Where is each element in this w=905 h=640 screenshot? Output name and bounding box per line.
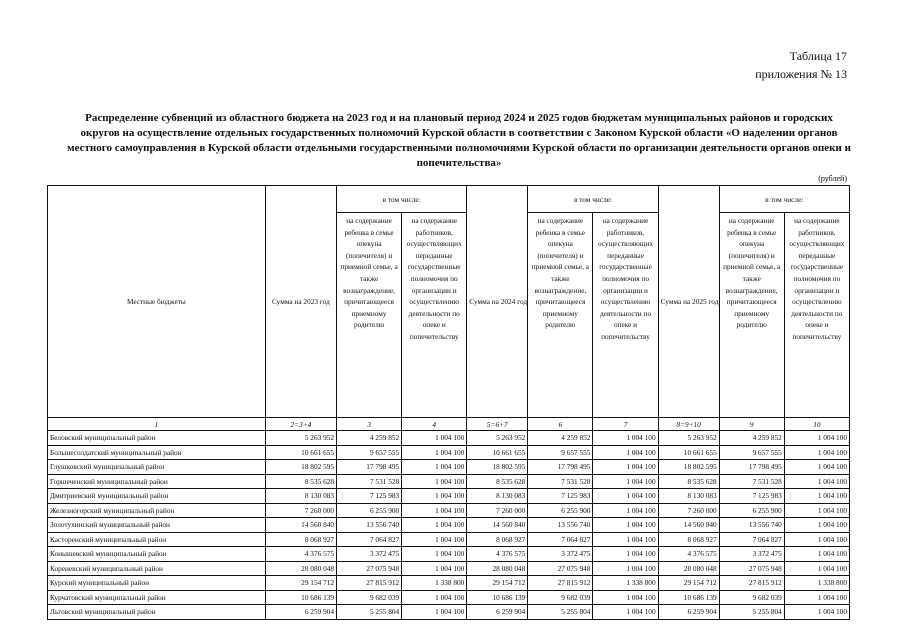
- column-header-staff-upkeep-2024: на содержание работников, осуществляющих переданные государственные полномочия по организации и осуществлению деятельности по опеке и попечительству: [593, 213, 658, 418]
- amount-cell: 4 376 575: [658, 547, 719, 562]
- table-row: [48, 503, 850, 518]
- amount-cell: 27 075 948: [337, 561, 402, 576]
- amount-cell: 1 004 100: [784, 590, 849, 605]
- amount-cell: 1 004 100: [593, 547, 658, 562]
- amount-cell: 29 154 712: [467, 576, 528, 591]
- amount-cell: 10 661 655: [658, 445, 719, 460]
- amount-cell: 27 815 912: [719, 576, 784, 591]
- amount-cell: 1 004 100: [402, 474, 467, 489]
- amount-cell: 8 068 927: [467, 532, 528, 547]
- amount-cell: 18 802 595: [467, 460, 528, 475]
- column-numbers-row: [48, 418, 850, 431]
- amount-cell: 9 657 555: [337, 445, 402, 460]
- municipality-name: Касторенский муниципальный район: [48, 532, 266, 547]
- amount-cell: 1 004 100: [593, 503, 658, 518]
- column-number: 7: [593, 418, 658, 431]
- amount-cell: 1 004 100: [784, 561, 849, 576]
- amount-cell: 10 686 139: [658, 590, 719, 605]
- amount-cell: 1 004 100: [593, 590, 658, 605]
- amount-cell: 6 255 900: [337, 503, 402, 518]
- amount-cell: 4 376 575: [467, 547, 528, 562]
- amount-cell: 10 661 655: [467, 445, 528, 460]
- appendix-reference: приложения № 13: [755, 67, 847, 81]
- table-row: [48, 605, 850, 620]
- amount-cell: 9 657 555: [528, 445, 593, 460]
- municipality-name: Беловский муниципальный район: [48, 431, 266, 446]
- amount-cell: 10 686 139: [265, 590, 336, 605]
- column-number: 9: [719, 418, 784, 431]
- column-number: 6: [528, 418, 593, 431]
- municipality-name: Конышевский муниципальный район: [48, 547, 266, 562]
- amount-cell: 17 798 495: [337, 460, 402, 475]
- table-row: [48, 561, 850, 576]
- amount-cell: 5 255 804: [528, 605, 593, 620]
- amount-cell: 1 004 100: [402, 518, 467, 533]
- table-row: [48, 590, 850, 605]
- amount-cell: 8 535 628: [658, 474, 719, 489]
- amount-cell: 5 263 952: [265, 431, 336, 446]
- amount-cell: 1 004 100: [784, 474, 849, 489]
- amount-cell: 29 154 712: [658, 576, 719, 591]
- column-number: 2=3+4: [265, 418, 336, 431]
- units-label: (рублей): [818, 174, 847, 183]
- amount-cell: 6 259 904: [467, 605, 528, 620]
- amount-cell: 27 815 912: [528, 576, 593, 591]
- amount-cell: 1 004 100: [784, 489, 849, 504]
- municipality-name: Льговский муниципальный район: [48, 605, 266, 620]
- amount-cell: 1 004 100: [784, 605, 849, 620]
- amount-cell: 5 263 952: [467, 431, 528, 446]
- amount-cell: 6 259 904: [658, 605, 719, 620]
- amount-cell: 7 125 983: [528, 489, 593, 504]
- amount-cell: 1 004 100: [784, 460, 849, 475]
- amount-cell: 7 125 983: [719, 489, 784, 504]
- document-title: Распределение субвенций из областного бюджета на 2023 год и на плановый период 2024 и 2025 годов бюджетам муниципальных районов и городских округов на осуществление отдельных государственных полномочий Курской области в соответствии с Законом Курской области «О наделении органов местного самоуправления в Курской области отдельными государственными полномочиями Курской области по организации деятельности органов опеки и попечительства»: [67, 112, 851, 169]
- amount-cell: 4 376 575: [265, 547, 336, 562]
- amount-cell: 13 556 740: [719, 518, 784, 533]
- amount-cell: 1 004 100: [593, 561, 658, 576]
- amount-cell: 14 560 840: [467, 518, 528, 533]
- amount-cell: 28 080 048: [265, 561, 336, 576]
- amount-cell: 4 259 852: [337, 431, 402, 446]
- amount-cell: 7 260 000: [658, 503, 719, 518]
- amount-cell: 1 004 100: [593, 445, 658, 460]
- amount-cell: 1 004 100: [593, 518, 658, 533]
- amount-cell: 4 259 852: [719, 431, 784, 446]
- amount-cell: 8 535 628: [467, 474, 528, 489]
- amount-cell: 1 004 100: [402, 547, 467, 562]
- table-row: [48, 547, 850, 562]
- amount-cell: 18 802 595: [265, 460, 336, 475]
- amount-cell: 1 004 100: [402, 561, 467, 576]
- amount-cell: 7 064 827: [528, 532, 593, 547]
- table-row: [48, 576, 850, 591]
- amount-cell: 1 004 100: [402, 460, 467, 475]
- amount-cell: 6 255 900: [719, 503, 784, 518]
- amount-cell: 8 130 083: [467, 489, 528, 504]
- amount-cell: 9 682 039: [337, 590, 402, 605]
- amount-cell: 1 004 100: [402, 532, 467, 547]
- column-header-sum-2025: Сумма на 2025 год: [658, 186, 719, 418]
- amount-cell: 1 004 100: [402, 590, 467, 605]
- amount-cell: 17 798 495: [528, 460, 593, 475]
- table-row: [48, 431, 850, 446]
- amount-cell: 28 080 048: [658, 561, 719, 576]
- column-header-child-upkeep-2024: на содержание ребенка в семье опекуна (попечителя) и приемной семье, а также вознаграждение, причитающееся приемному родителю: [528, 213, 593, 418]
- amount-cell: 7 260 000: [265, 503, 336, 518]
- amount-cell: 1 004 100: [402, 489, 467, 504]
- municipality-name: Железногорский муниципальный район: [48, 503, 266, 518]
- amount-cell: 1 004 100: [402, 503, 467, 518]
- amount-cell: 27 815 912: [337, 576, 402, 591]
- amount-cell: 7 531 528: [337, 474, 402, 489]
- table-row: [48, 518, 850, 533]
- amount-cell: 18 802 595: [658, 460, 719, 475]
- amount-cell: 8 130 083: [265, 489, 336, 504]
- column-number: 4: [402, 418, 467, 431]
- amount-cell: 8 535 628: [265, 474, 336, 489]
- table-number: Таблица 17: [789, 49, 847, 63]
- column-number: 10: [784, 418, 849, 431]
- amount-cell: 7 531 528: [528, 474, 593, 489]
- amount-cell: 1 338 800: [402, 576, 467, 591]
- amount-cell: 1 004 100: [402, 431, 467, 446]
- amount-cell: 1 004 100: [784, 431, 849, 446]
- amount-cell: 1 004 100: [593, 532, 658, 547]
- amount-cell: 14 560 840: [658, 518, 719, 533]
- table-row: [48, 532, 850, 547]
- amount-cell: 1 004 100: [784, 532, 849, 547]
- amount-cell: 1 004 100: [784, 445, 849, 460]
- amount-cell: 9 682 039: [528, 590, 593, 605]
- amount-cell: 5 255 804: [719, 605, 784, 620]
- amount-cell: 28 080 048: [467, 561, 528, 576]
- amount-cell: 8 068 927: [658, 532, 719, 547]
- municipality-name: Глушковский муниципальный район: [48, 460, 266, 475]
- amount-cell: 10 661 655: [265, 445, 336, 460]
- column-header-child-upkeep-2025: на содержание ребенка в семье опекуна (попечителя) и приемной семье, а также вознаграждение, причитающееся приемному родителю: [719, 213, 784, 418]
- amount-cell: 29 154 712: [265, 576, 336, 591]
- header-row: [48, 186, 850, 213]
- column-header-including-2024: в том числе:: [528, 186, 658, 213]
- column-header-budgets: Местные бюджеты: [48, 186, 266, 418]
- amount-cell: 4 259 852: [528, 431, 593, 446]
- amount-cell: 1 338 800: [784, 576, 849, 591]
- amount-cell: 6 255 900: [528, 503, 593, 518]
- amount-cell: 6 259 904: [265, 605, 336, 620]
- amount-cell: 10 686 139: [467, 590, 528, 605]
- municipality-name: Курский муниципальный район: [48, 576, 266, 591]
- column-header-sum-2023: Сумма на 2023 год: [265, 186, 336, 418]
- amount-cell: 1 338 800: [593, 576, 658, 591]
- amount-cell: 27 075 948: [528, 561, 593, 576]
- amount-cell: 1 004 100: [784, 518, 849, 533]
- amount-cell: 5 263 952: [658, 431, 719, 446]
- column-number: 3: [337, 418, 402, 431]
- amount-cell: 9 682 039: [719, 590, 784, 605]
- municipality-name: Кореневский муниципальный район: [48, 561, 266, 576]
- amount-cell: 1 004 100: [593, 431, 658, 446]
- municipality-name: Большесолдатский муниципальный район: [48, 445, 266, 460]
- column-header-including-2025: в том числе:: [719, 186, 849, 213]
- amount-cell: 14 560 840: [265, 518, 336, 533]
- column-header-child-upkeep-2023: на содержание ребенка в семье опекуна (попечителя) и приемной семье, а также вознаграждение, причитающееся приемному родителю: [337, 213, 402, 418]
- municipality-name: Курчатовский муниципальный район: [48, 590, 266, 605]
- amount-cell: 3 372 475: [337, 547, 402, 562]
- amount-cell: 1 004 100: [402, 605, 467, 620]
- column-number: 1: [48, 418, 266, 431]
- amount-cell: 3 372 475: [528, 547, 593, 562]
- column-header-sum-2024: Сумма на 2024 год: [467, 186, 528, 418]
- amount-cell: 27 075 948: [719, 561, 784, 576]
- column-header-staff-upkeep-2023: на содержание работников, осуществляющих переданные государственные полномочия по организации и осуществлению деятельности по опеке и попечительству: [402, 213, 467, 418]
- amount-cell: 7 531 528: [719, 474, 784, 489]
- amount-cell: 1 004 100: [784, 503, 849, 518]
- amount-cell: 1 004 100: [784, 547, 849, 562]
- amount-cell: 1 004 100: [593, 489, 658, 504]
- amount-cell: 7 064 827: [337, 532, 402, 547]
- amount-cell: 13 556 740: [337, 518, 402, 533]
- table-row: [48, 474, 850, 489]
- amount-cell: 5 255 804: [337, 605, 402, 620]
- municipality-name: Дмитриевский муниципальный район: [48, 489, 266, 504]
- column-number: 8=9+10: [658, 418, 719, 431]
- column-header-including-2023: в том числе:: [337, 186, 467, 213]
- table-row: [48, 460, 850, 475]
- amount-cell: 1 004 100: [402, 445, 467, 460]
- amount-cell: 1 004 100: [593, 460, 658, 475]
- column-number: 5=6+7: [467, 418, 528, 431]
- municipality-name: Золотухинский муниципальный район: [48, 518, 266, 533]
- amount-cell: 1 004 100: [593, 474, 658, 489]
- subventions-table: [47, 185, 850, 620]
- amount-cell: 8 068 927: [265, 532, 336, 547]
- amount-cell: 8 130 083: [658, 489, 719, 504]
- amount-cell: 13 556 740: [528, 518, 593, 533]
- amount-cell: 3 372 475: [719, 547, 784, 562]
- amount-cell: 1 004 100: [593, 605, 658, 620]
- amount-cell: 7 064 827: [719, 532, 784, 547]
- column-header-staff-upkeep-2025: на содержание работников, осуществляющих переданные государственные полномочия по организации и осуществлению деятельности по опеке и попечительству: [784, 213, 849, 418]
- amount-cell: 17 798 495: [719, 460, 784, 475]
- amount-cell: 9 657 555: [719, 445, 784, 460]
- municipality-name: Горшеченский муниципальный район: [48, 474, 266, 489]
- amount-cell: 7 125 983: [337, 489, 402, 504]
- table-row: [48, 489, 850, 504]
- table-row: [48, 445, 850, 460]
- amount-cell: 7 260 000: [467, 503, 528, 518]
